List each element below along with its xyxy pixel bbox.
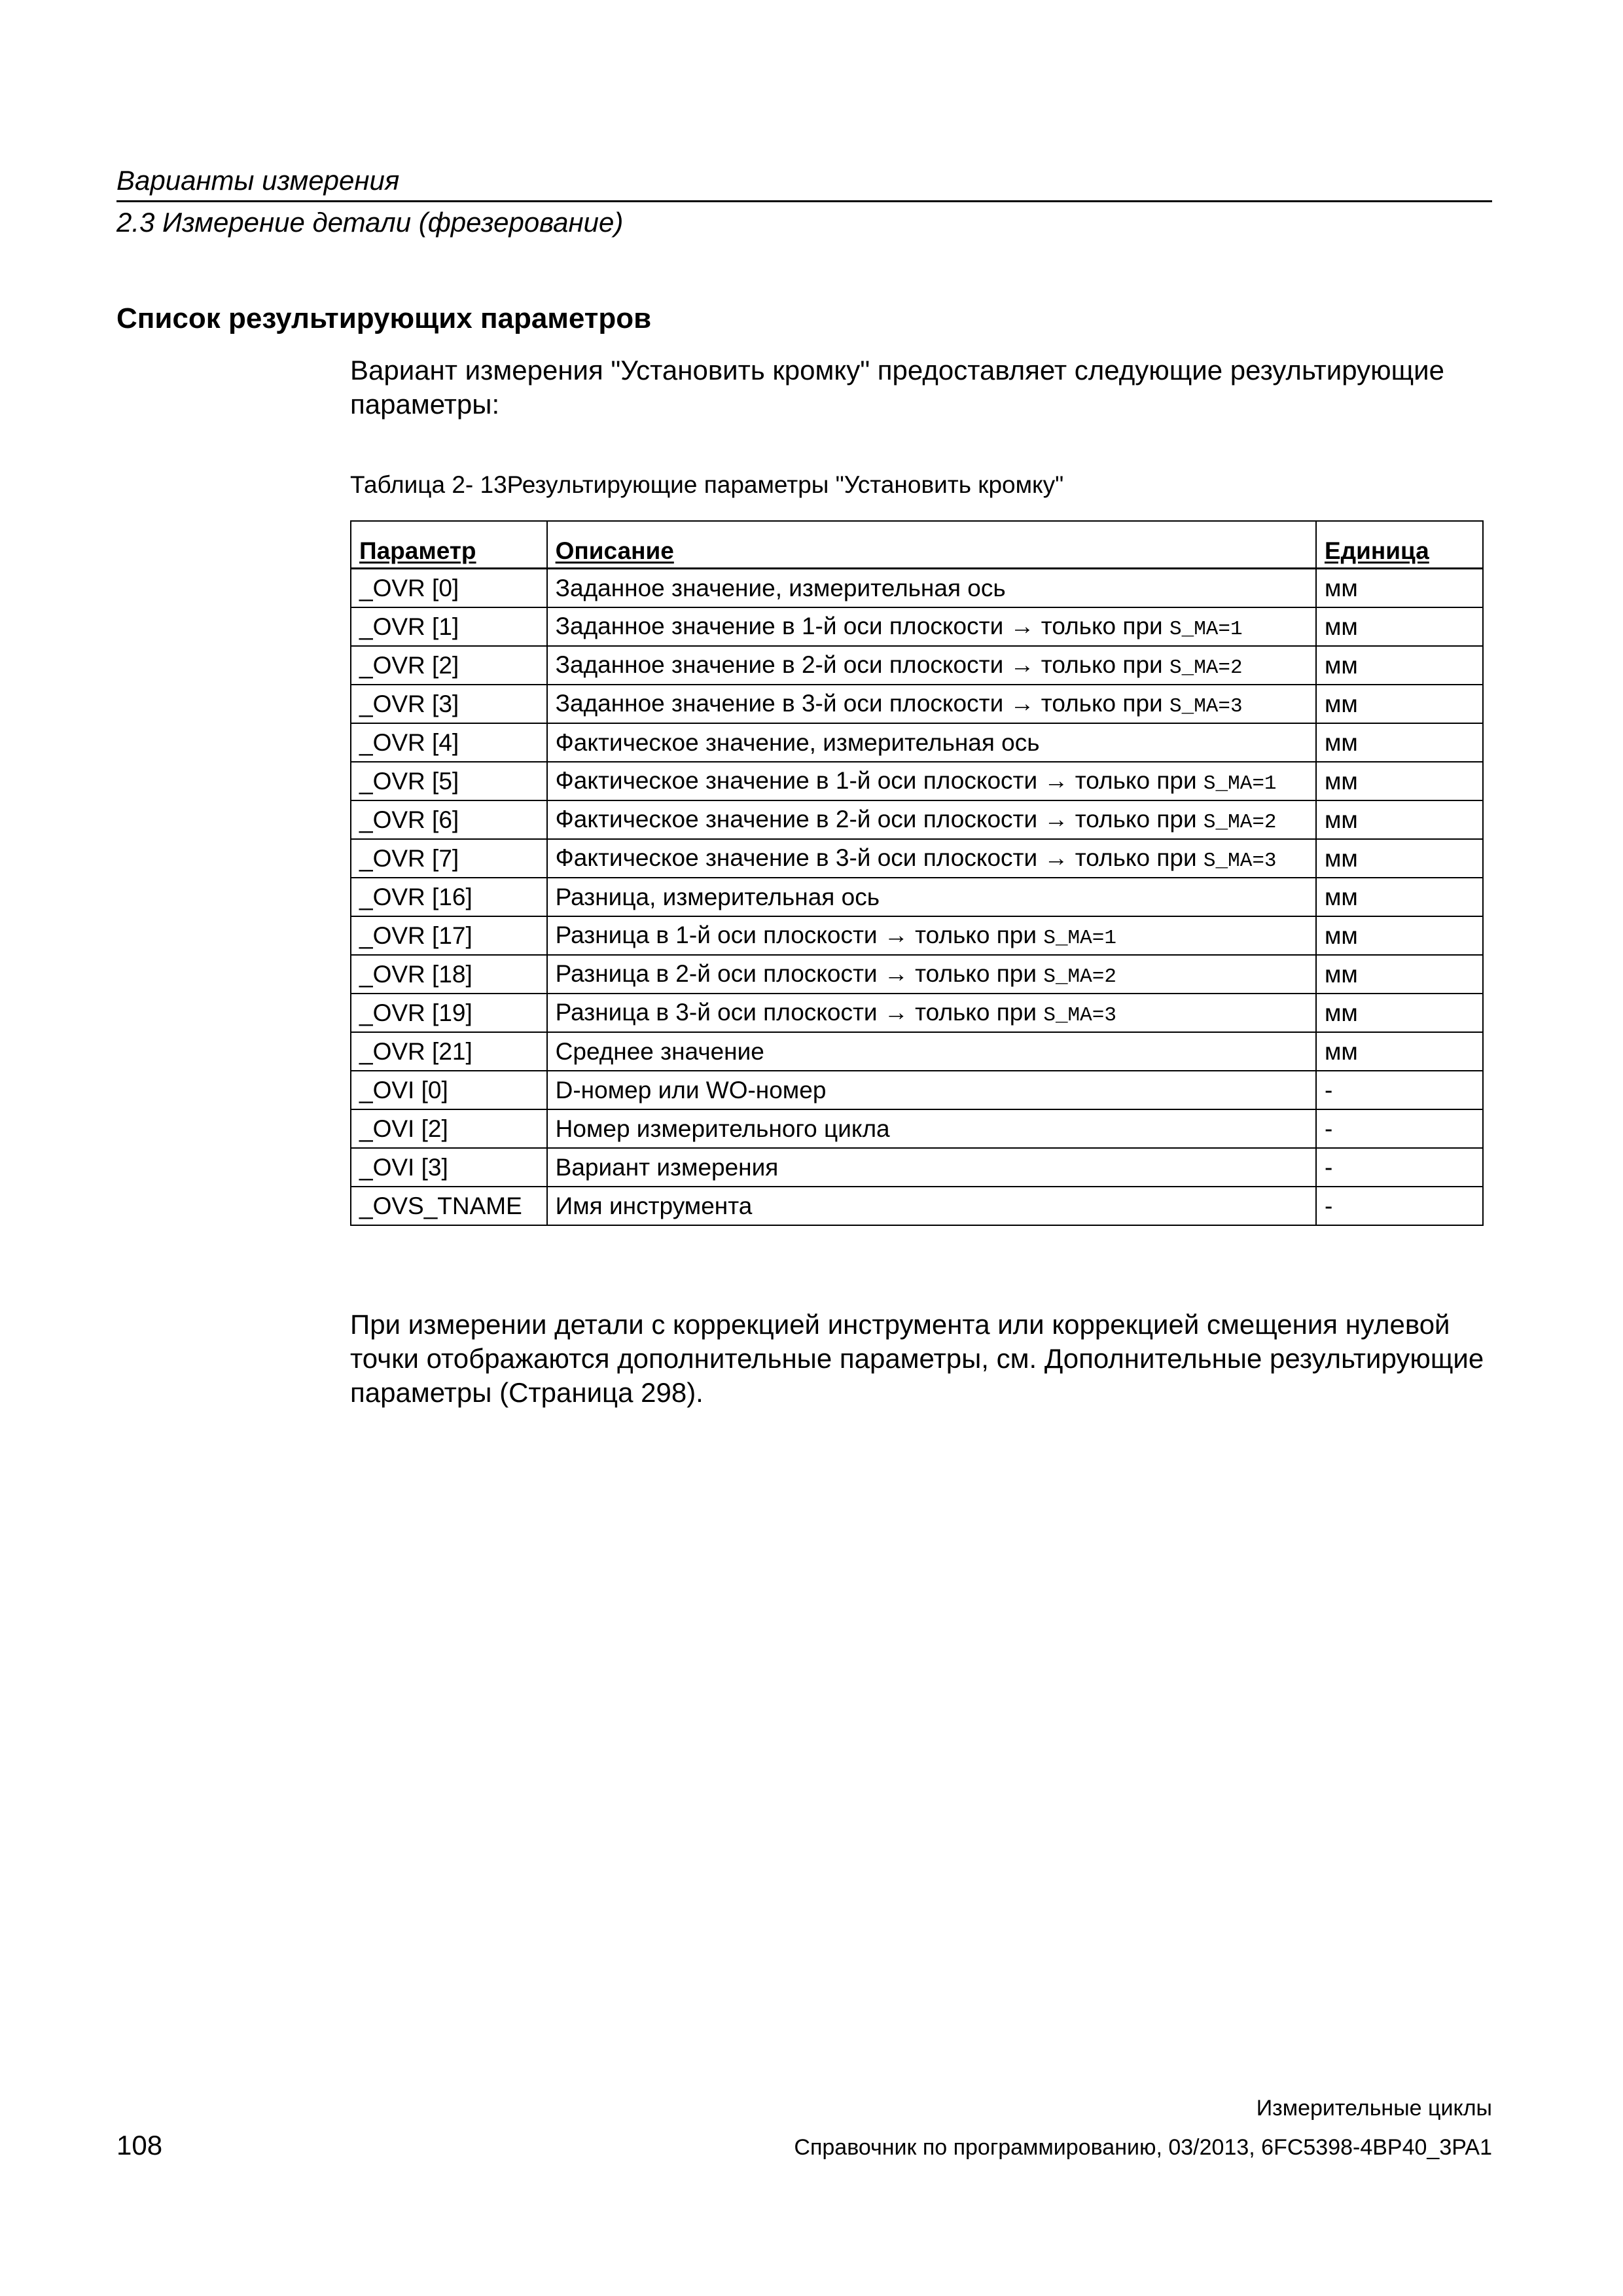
cell-unit: мм (1316, 723, 1483, 762)
running-header-section: 2.3 Измерение детали (фрезерование) (116, 207, 624, 238)
table-row (351, 723, 1483, 762)
cell-description (547, 1109, 1316, 1148)
cell-description (547, 916, 1316, 955)
condition-code: S_MA=1 (1043, 927, 1116, 950)
running-header-chapter: Варианты измерения (116, 165, 400, 196)
table-row (351, 762, 1483, 800)
cell-description (547, 569, 1316, 608)
cell-description (547, 1187, 1316, 1225)
table-row (351, 878, 1483, 916)
cell-description (547, 685, 1316, 723)
table-caption: Таблица 2- 13Результирующие параметры "Установить кромку" (350, 471, 1064, 498)
header-description: Описание (547, 521, 1316, 569)
description-text: Среднее значение (555, 1037, 764, 1065)
footer-doc-title: Измерительные циклы (1256, 2096, 1492, 2121)
condition-code: S_MA=3 (1043, 1004, 1116, 1027)
section-heading: Список результирующих параметров (116, 302, 652, 334)
cell-parameter: _OVR [19] (351, 994, 547, 1032)
cell-description (547, 607, 1316, 646)
table-row (351, 685, 1483, 723)
table-row (351, 1109, 1483, 1148)
cell-parameter: _OVR [6] (351, 800, 547, 839)
intro-paragraph: Вариант измерения "Установить кромку" предоставляет следующие результирующие параметры: (350, 355, 1445, 420)
cell-description (547, 878, 1316, 916)
table-row (351, 1071, 1483, 1109)
table-row (351, 800, 1483, 839)
cell-parameter: _OVI [0] (351, 1071, 547, 1109)
condition-code: S_MA=2 (1169, 656, 1243, 679)
header-parameter: Параметр (351, 521, 547, 569)
cell-parameter: _OVR [1] (351, 607, 547, 646)
cell-unit: мм (1316, 800, 1483, 839)
cell-parameter: _OVR [4] (351, 723, 547, 762)
table-row (351, 1032, 1483, 1071)
cell-unit: - (1316, 1109, 1483, 1148)
description-text: Разница в 1-й оси плоскости → только при (555, 922, 1044, 948)
cell-description (547, 955, 1316, 994)
description-text: Разница в 2-й оси плоскости → только при (555, 960, 1044, 987)
table-body (351, 569, 1483, 1226)
cell-unit: мм (1316, 1032, 1483, 1071)
condition-code: S_MA=3 (1203, 850, 1277, 872)
header-unit: Единица (1316, 521, 1483, 569)
cell-unit: мм (1316, 569, 1483, 608)
cell-description (547, 994, 1316, 1032)
description-text: Заданное значение в 3-й оси плоскости → только при (555, 690, 1169, 717)
cell-description (547, 1032, 1316, 1071)
cell-unit: - (1316, 1187, 1483, 1225)
condition-code: S_MA=3 (1169, 695, 1243, 718)
condition-code: S_MA=2 (1203, 811, 1277, 834)
cell-unit: - (1316, 1148, 1483, 1187)
description-text: Фактическое значение в 3-й оси плоскости → только при (555, 844, 1204, 871)
cell-description (547, 723, 1316, 762)
cell-parameter: _OVI [3] (351, 1148, 547, 1187)
description-text: Фактическое значение в 2-й оси плоскости → только при (555, 806, 1204, 833)
cell-description (547, 800, 1316, 839)
cell-description (547, 646, 1316, 685)
description-text: D-номер или WO-номер (555, 1076, 827, 1103)
page-number: 108 (116, 2130, 163, 2161)
cell-parameter: _OVR [17] (351, 916, 547, 955)
cell-unit: мм (1316, 916, 1483, 955)
description-text: Номер измерительного цикла (555, 1115, 890, 1142)
cell-unit: мм (1316, 762, 1483, 800)
description-text: Фактическое значение в 1-й оси плоскости → только при (555, 767, 1204, 794)
cell-unit: - (1316, 1071, 1483, 1109)
description-text: Заданное значение в 2-й оси плоскости → только при (555, 651, 1169, 678)
description-text: Разница, измерительная ось (555, 883, 880, 910)
description-text: Вариант измерения (555, 1153, 779, 1181)
cell-description (547, 1071, 1316, 1109)
cell-parameter: _OVR [2] (351, 646, 547, 685)
cell-description (547, 1148, 1316, 1187)
cell-unit: мм (1316, 878, 1483, 916)
table-row (351, 1187, 1483, 1225)
table-row (351, 955, 1483, 994)
description-text: Фактическое значение, измерительная ось (555, 728, 1040, 756)
cell-parameter: _OVR [5] (351, 762, 547, 800)
result-parameters-table (350, 520, 1484, 1226)
cell-parameter: _OVR [16] (351, 878, 547, 916)
outro-paragraph: При измерении детали с коррекцией инструмента или коррекцией смещения нулевой точки отображаются дополнительные параметры, см. Дополнительные результирующие параметры (Страница 298). (350, 1309, 1484, 1408)
description-text: Заданное значение в 1-й оси плоскости → только при (555, 613, 1169, 639)
cell-parameter: _OVR [21] (351, 1032, 547, 1071)
cell-unit: мм (1316, 839, 1483, 878)
cell-unit: мм (1316, 646, 1483, 685)
cell-parameter: _OVS_TNAME (351, 1187, 547, 1225)
cell-unit: мм (1316, 994, 1483, 1032)
cell-parameter: _OVR [7] (351, 839, 547, 878)
cell-unit: мм (1316, 685, 1483, 723)
table-header-row (351, 521, 1483, 569)
description-text: Заданное значение, измерительная ось (555, 574, 1006, 601)
condition-code: S_MA=1 (1203, 772, 1277, 795)
table-row (351, 607, 1483, 646)
condition-code: S_MA=1 (1169, 618, 1243, 641)
table-row (351, 569, 1483, 608)
cell-parameter: _OVR [18] (351, 955, 547, 994)
cell-description (547, 762, 1316, 800)
header-rule (116, 200, 1492, 202)
cell-parameter: _OVI [2] (351, 1109, 547, 1148)
cell-description (547, 839, 1316, 878)
cell-parameter: _OVR [3] (351, 685, 547, 723)
condition-code: S_MA=2 (1043, 965, 1116, 988)
description-text: Имя инструмента (555, 1192, 753, 1219)
cell-parameter: _OVR [0] (351, 569, 547, 608)
table-row (351, 839, 1483, 878)
footer-doc-ref: Справочник по программированию, 03/2013, 6FC5398-4BP40_3PA1 (794, 2135, 1492, 2160)
description-text: Разница в 3-й оси плоскости → только при (555, 999, 1044, 1026)
cell-unit: мм (1316, 955, 1483, 994)
table-row (351, 646, 1483, 685)
table-row (351, 994, 1483, 1032)
table-row (351, 916, 1483, 955)
cell-unit: мм (1316, 607, 1483, 646)
table-row (351, 1148, 1483, 1187)
